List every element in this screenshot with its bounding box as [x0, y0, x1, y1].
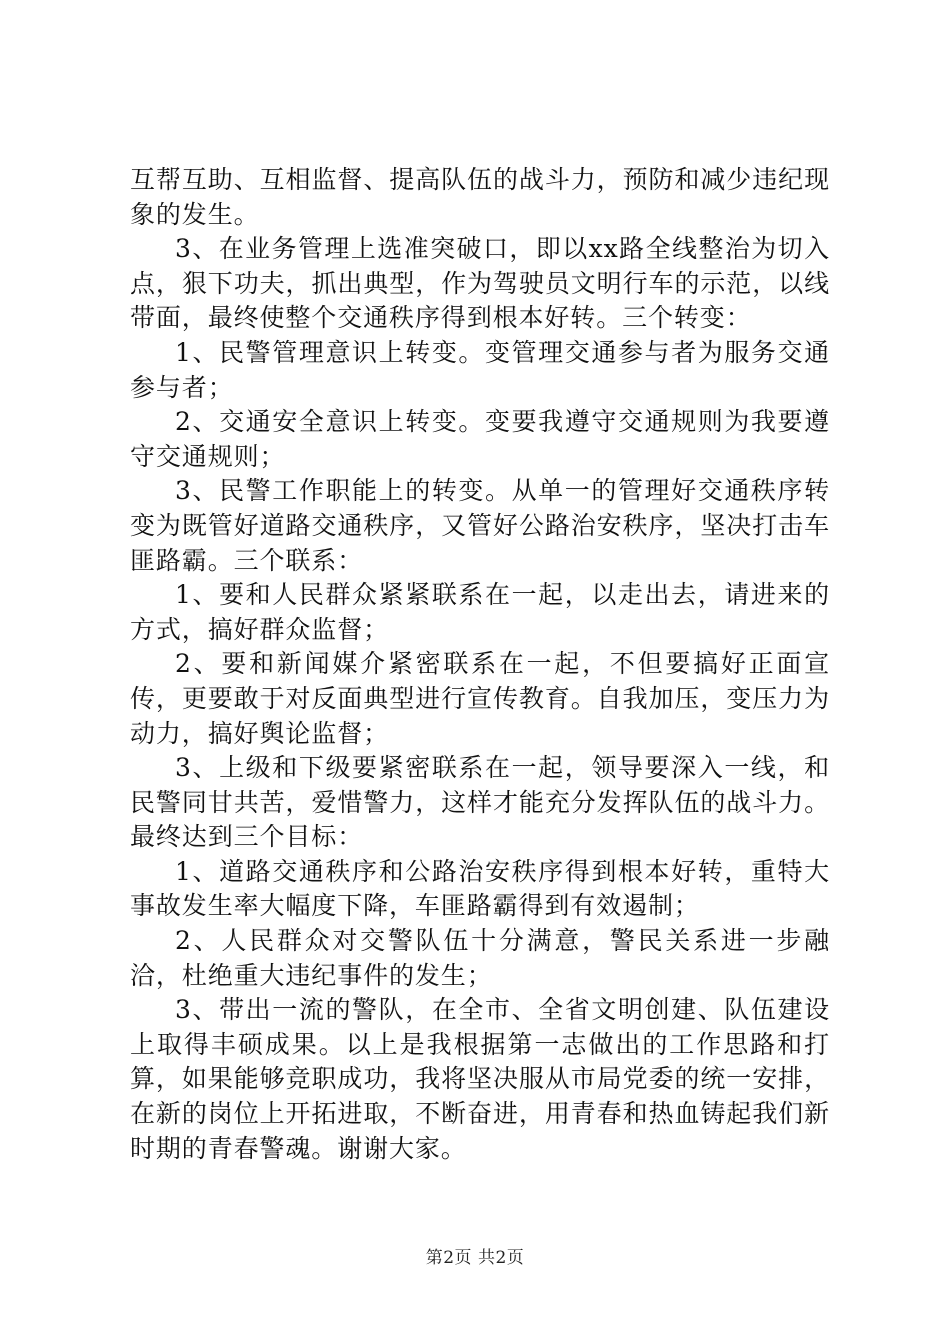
paragraph: 1、民警管理意识上转变。变管理交通参与者为服务交通参与者； [130, 337, 830, 402]
page-number: 第2页 共2页 [425, 1248, 525, 1268]
paragraph: 3、带出一流的警队，在全市、全省文明创建、队伍建设上取得丰硕成果。以上是我根据第一志做出的工作思路和打算，如果能够竞职成功，我将坚决服从市局党委的统一安排，在新的岗位上开拓进取，不断奋进，用青春和热血铸起我们新时期的青春警魂。谢谢大家。 [130, 995, 830, 1163]
paragraph: 2、交通安全意识上转变。变要我遵守交通规则为我要遵守交通规则； [130, 407, 830, 471]
paragraph: 互帮互助、互相监督、提高队伍的战斗力，预防和减少违纪现象的发生。 [130, 165, 830, 229]
paragraph: 3、上级和下级要紧密联系在一起，领导要深入一线，和民警同甘共苦，爱惜警力，这样才能充分发挥队伍的战斗力。最终达到三个目标： [130, 753, 830, 852]
page-footer [0, 1243, 950, 1268]
paragraph: 2、人民群众对交警队伍十分满意，警民关系进一步融洽，杜绝重大违纪事件的发生； [130, 926, 830, 990]
paragraph: 1、道路交通秩序和公路治安秩序得到根本好转，重特大事故发生率大幅度下降，车匪路霸得到有效遏制； [130, 856, 830, 921]
paragraph: 1、要和人民群众紧紧联系在一起，以走出去，请进来的方式，搞好群众监督； [130, 580, 830, 644]
document-body [130, 163, 830, 1166]
paragraph: 3、民警工作职能上的转变。从单一的管理好交通秩序转变为既管好道路交通秩序，又管好公路治安秩序，坚决打击车匪路霸。三个联系： [130, 476, 830, 575]
paragraph: 2、要和新闻媒介紧密联系在一起，不但要搞好正面宣传，更要敢于对反面典型进行宣传教育。自我加压，变压力为动力，搞好舆论监督； [130, 649, 830, 748]
paragraph: 3、在业务管理上选准突破口，即以xx路全线整治为切入点，狠下功夫，抓出典型，作为驾驶员文明行车的示范，以线带面，最终使整个交通秩序得到根本好转。三个转变： [130, 234, 830, 333]
